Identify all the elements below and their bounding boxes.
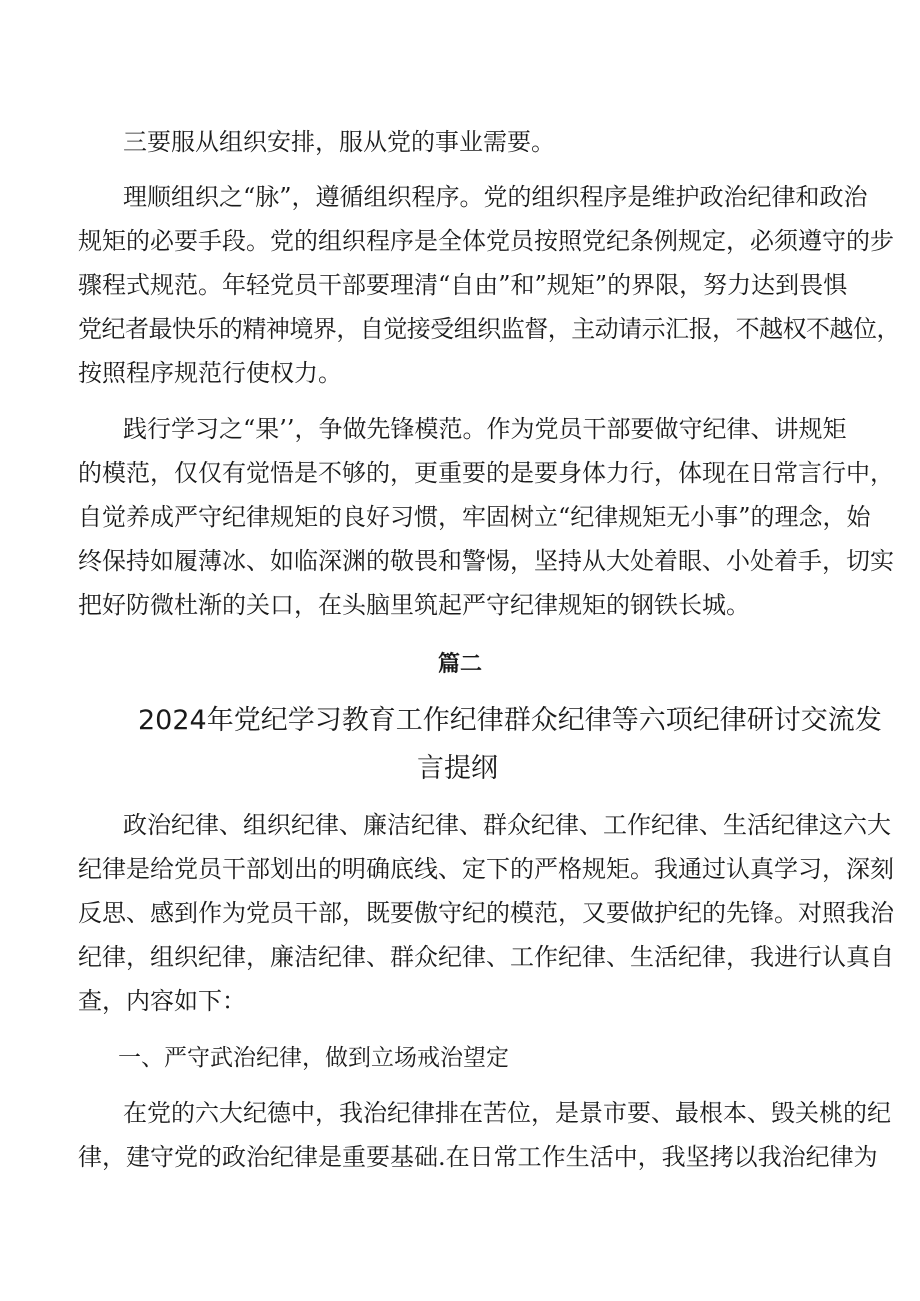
paragraph-line: 按照程序规范行使权力。 bbox=[78, 359, 342, 387]
paragraph-line: 三要服从组织安排，服从党的事业需要。 bbox=[123, 128, 555, 156]
paragraph-line: 骤程式规范。年轻党员干部要理清“自由”和”规矩”的界限，努力达到畏惧 bbox=[78, 271, 848, 299]
paragraph-line: 党纪者最快乐的精神境界，自觉接受组织监督，主动请示汇报，不越权不越位， bbox=[78, 315, 900, 343]
paragraph-line: 把好防微杜渐的关口，在头脑里筑起严守纪律规矩的钢铁长城。 bbox=[78, 591, 750, 619]
paragraph-line: 在党的六大纪德中，我治纪律排在苦位，是景市要、最根本、毁关桃的纪 bbox=[123, 1099, 891, 1127]
paragraph-line: 律，建守党的政治纪律是重要基础.在日常工作生活中，我坚拷以我治纪律为 bbox=[78, 1143, 878, 1171]
paragraph-line: 践行学习之“果’’，争做先锋模范。作为党员干部要做守纪律、讲规矩 bbox=[123, 415, 847, 443]
paragraph-line: 终保持如履薄冰、如临深渊的敬畏和警惕，坚持从大处着眼、小处着手，切实 bbox=[78, 547, 894, 575]
paragraph-line: 查，内容如下： bbox=[78, 987, 246, 1015]
paragraph-line: 自觉养成严守纪律规矩的良好习惯，牢固树立“纪律规矩无小事”的理念，始 bbox=[78, 503, 871, 531]
document-title-line: 言提纲 bbox=[417, 753, 498, 784]
section-heading: 一、严守武治纪律，做到立场戒治望定 bbox=[118, 1045, 509, 1071]
paragraph-line: 纪律是给党员干部划出的明确底线、定下的严格规矩。我通过认真学习，深刻 bbox=[78, 855, 894, 883]
paragraph-line: 纪律，组织纪律，廉洁纪律、群众纪律、工作纪律、生活纪律，我进行认真自 bbox=[78, 943, 894, 971]
document-title-line: 2024年党纪学习教育工作纪律群众纪律等六项纪律研讨交流发 bbox=[138, 705, 882, 736]
paragraph-line: 政治纪律、组织纪律、廉洁纪律、群众纪律、工作纪律、生活纪律这六大 bbox=[123, 811, 891, 839]
paragraph-line: 规矩的必要手段。党的组织程序是全体党员按照党纪条例规定，必须遵守的步 bbox=[78, 227, 894, 255]
paragraph-line: 的模范，仅仅有觉悟是不够的，更重要的是要身体力行，体现在日常言行中， bbox=[78, 459, 894, 487]
part-label: 篇二 bbox=[437, 652, 482, 677]
paragraph-line: 反思、感到作为党员干部，既要傲守纪的模范，又要做护纪的先锋。对照我治 bbox=[78, 899, 894, 927]
paragraph-line: 理顺组织之“脉”，遵循组织程序。党的组织程序是维护政治纪律和政治 bbox=[123, 183, 868, 211]
